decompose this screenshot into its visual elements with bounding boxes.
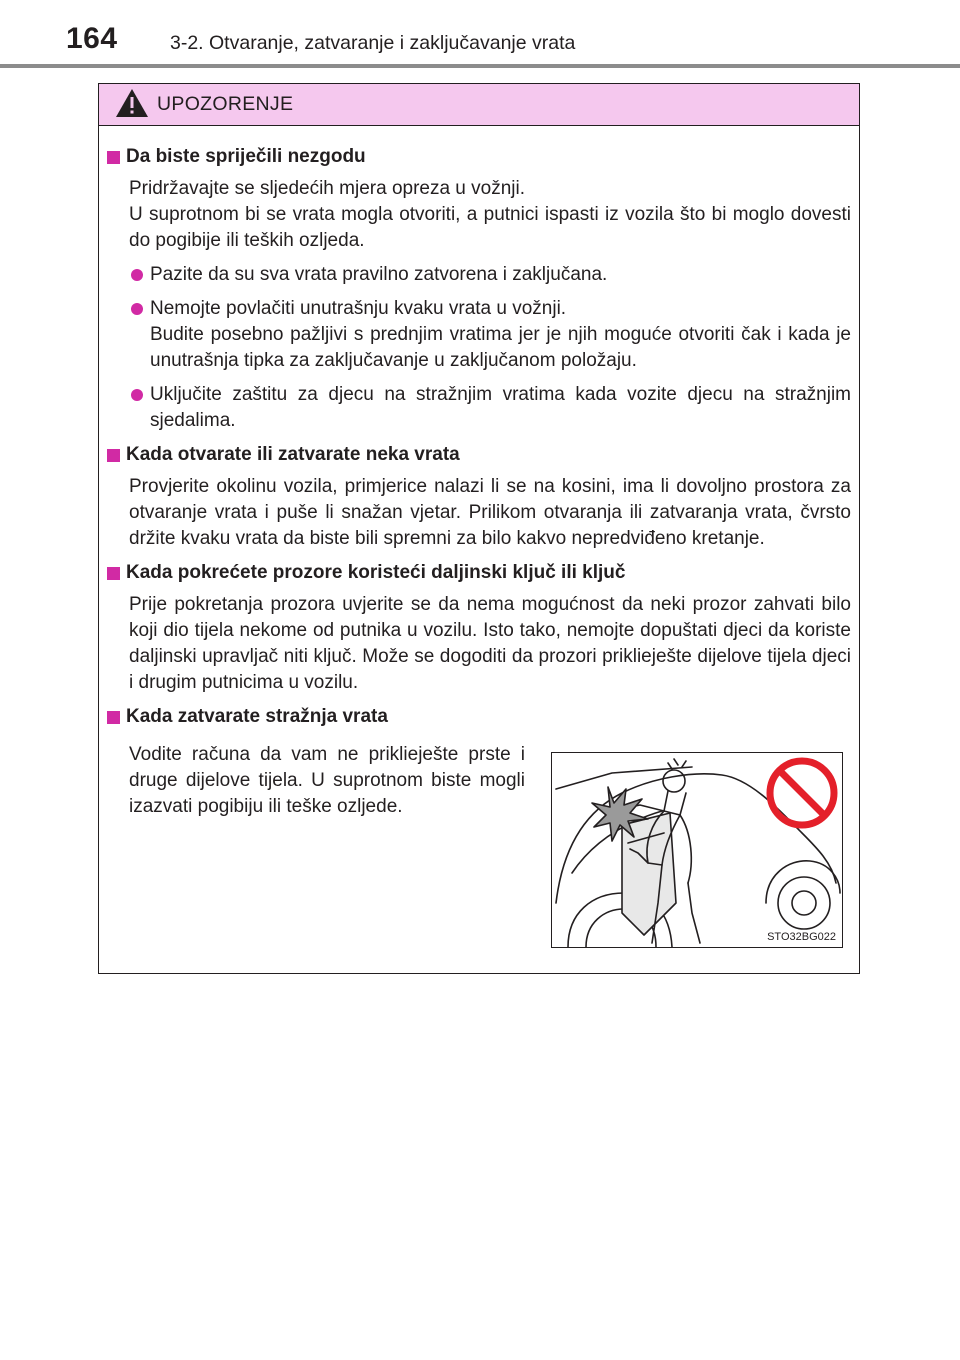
rear-door-illustration xyxy=(551,752,843,948)
round-bullet-icon xyxy=(131,269,143,281)
section-title: 3-2. Otvaranje, zatvaranje i zaključavanje vrata xyxy=(170,32,576,54)
paragraph xyxy=(129,474,851,552)
bullet-text: Budite posebno pažljivi s prednjim vratima jer je njih moguće otvoriti čak i kada je unutrašnja tipka za zaključavanje u zaključanom položaju. xyxy=(150,324,851,371)
paragraph-line: U suprotnom bi se vrata mogla otvoriti, a putnici ispasti iz vozila što bi moglo dovesti do pogibije ili teških ozljeda. xyxy=(129,204,851,251)
warning-title: UPOZORENJE xyxy=(157,93,294,115)
prohibition-icon xyxy=(770,761,834,825)
round-bullet-icon xyxy=(131,389,143,401)
paragraph-line: Vodite računa da vam ne priklieješte prste i druge dijelove tijela. U suprotnom biste mogli izazvati pogibiju ili teške ozljede. xyxy=(129,744,525,817)
car-door-pinch-image xyxy=(552,753,842,947)
heading-text: Kada otvarate ili zatvarate neka vrata xyxy=(126,444,460,465)
round-bullet-icon xyxy=(131,303,143,315)
heading-text: Da biste spriječili nezgodu xyxy=(126,146,366,167)
bullet-text: Uključite zaštitu za djecu na stražnjim vratima kada vozite djecu na stražnjim sjedalima. xyxy=(150,384,851,431)
warning-body xyxy=(99,126,859,956)
warning-triangle-icon xyxy=(115,88,149,118)
square-bullet-icon xyxy=(107,151,120,164)
section-heading-windows xyxy=(105,560,851,586)
paragraph-line: Prije pokretanja prozora uvjerite se da nema mogućnost da neki prozor zahvati bilo koji dio tijela nekome od putnika u vozilu. Isto tako, nemojte dopuštati djeci da koriste daljinski upravljač niti ključ. Može se dogoditi da prozori priklieješte dijelove tijela djeci i drugim putnicima u vozilu. xyxy=(129,594,851,693)
paragraph xyxy=(129,592,851,696)
square-bullet-icon xyxy=(107,711,120,724)
paragraph-line: Provjerite okolinu vozila, primjerice nalazi li se na kosini, ima li dovoljno prostora za otvaranje vrata i puše li snažan vjetar. Prilikom otvaranja ili zatvaranja vrata, čvrsto držite kvaku vrata da biste bili spremni za bilo kakvo nepredviđeno kretanje. xyxy=(129,476,851,549)
rear-door-content xyxy=(105,736,851,956)
section-heading-accident xyxy=(105,144,851,170)
warning-box xyxy=(98,83,860,974)
bullet-text: Nemojte povlačiti unutrašnju kvaku vrata u vožnji. xyxy=(150,298,567,319)
page-number: 164 xyxy=(66,22,118,55)
square-bullet-icon xyxy=(107,449,120,462)
bullet-text: Pazite da su sva vrata pravilno zatvorena i zaključana. xyxy=(150,264,608,285)
warning-header xyxy=(99,84,859,126)
bullet-item xyxy=(150,296,851,374)
bullet-item xyxy=(150,262,851,288)
section-heading-rear-doors xyxy=(105,704,851,730)
heading-text: Kada zatvarate stražnja vrata xyxy=(126,706,388,727)
heading-text: Kada pokrećete prozore koristeći daljinski ključ ili ključ xyxy=(126,562,626,583)
square-bullet-icon xyxy=(107,567,120,580)
section-heading-doors xyxy=(105,442,851,468)
illustration-code: STO32BG022 xyxy=(767,931,836,943)
paragraph-line: Pridržavajte se sljedećih mjera opreza u vožnji. xyxy=(129,178,526,199)
header-divider xyxy=(0,64,960,68)
bullet-item xyxy=(150,382,851,434)
paragraph xyxy=(129,176,851,254)
paragraph xyxy=(129,742,525,820)
